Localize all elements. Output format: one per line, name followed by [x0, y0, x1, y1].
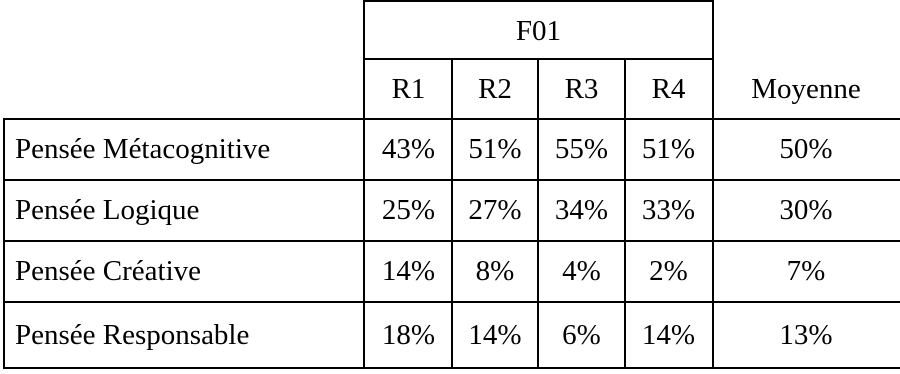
table-border [712, 0, 714, 369]
table-cell: 51% [641, 133, 696, 165]
row-label: Pensée Créative [15, 255, 202, 287]
table-cell: 51% [468, 133, 522, 165]
table-border [363, 0, 714, 2]
table-border [363, 0, 365, 369]
group-header-f01: F01 [515, 14, 562, 47]
table-border [624, 60, 626, 369]
table-cell: 4% [562, 255, 601, 287]
table-cell: 6% [562, 318, 601, 351]
table-border [451, 60, 453, 369]
average-cell: 7% [786, 255, 826, 287]
column-header-r1: R1 [391, 72, 426, 105]
table-cell: 14% [468, 318, 522, 351]
table-cell: 2% [649, 255, 688, 287]
row-label: Pensée Responsable [15, 318, 250, 351]
table-cell: 33% [641, 194, 696, 226]
average-cell: 13% [779, 318, 833, 351]
row-label: Pensée Logique [15, 194, 200, 226]
average-cell: 50% [779, 133, 833, 165]
table-border [3, 118, 5, 369]
average-cell: 30% [779, 194, 833, 226]
table-cell: 25% [381, 194, 436, 226]
column-header-r2: R2 [478, 72, 512, 105]
table-cell: 34% [554, 194, 609, 226]
table-cell: 27% [468, 194, 522, 226]
table-cell: 18% [381, 318, 436, 351]
table-border [537, 60, 539, 369]
column-header-r3: R3 [564, 72, 599, 105]
table-cell: 55% [554, 133, 609, 165]
table-cell: 43% [381, 133, 436, 165]
row-label: Pensée Métacognitive [15, 133, 271, 165]
column-header-r4: R4 [651, 72, 686, 105]
column-header-moyenne: Moyenne [751, 72, 861, 105]
table-cell: 14% [641, 318, 696, 351]
table-cell: 8% [475, 255, 515, 287]
table-cell: 14% [381, 255, 436, 287]
